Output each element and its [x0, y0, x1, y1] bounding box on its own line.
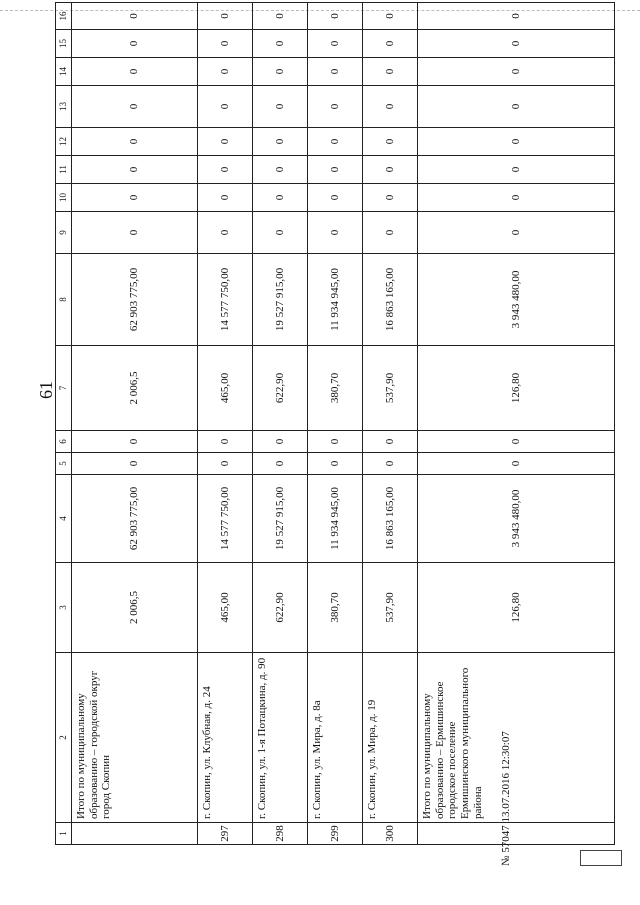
value-cell: 0 — [363, 3, 418, 30]
value-cell: 0 — [197, 156, 252, 184]
table-row — [308, 3, 363, 845]
value-cell: 14 577 750,00 — [197, 254, 252, 346]
value-cell: 0 — [363, 30, 418, 58]
value-cell: 0 — [252, 431, 307, 453]
value-cell: 16 863 165,00 — [363, 254, 418, 346]
value-cell: 0 — [363, 431, 418, 453]
value-cell: 62 903 775,00 — [72, 475, 198, 563]
value-cell: 0 — [252, 184, 307, 212]
address-cell: Итого по муниципальному образованию – городской округ город Скопин — [72, 653, 198, 823]
table-row — [418, 3, 615, 845]
value-cell: 0 — [72, 156, 198, 184]
value-cell: 0 — [418, 212, 615, 254]
value-cell: 0 — [418, 156, 615, 184]
data-table — [55, 2, 615, 845]
table-body — [56, 3, 615, 845]
value-cell: 0 — [308, 58, 363, 86]
column-header: 10 — [56, 184, 72, 212]
table-row — [72, 3, 198, 845]
value-cell: 0 — [308, 184, 363, 212]
address-cell: г. Скопин, ул. Мира, д. 19 — [363, 653, 418, 823]
value-cell: 622,90 — [252, 346, 307, 431]
column-header: 9 — [56, 212, 72, 254]
stamp-icon — [580, 850, 622, 866]
value-cell: 0 — [418, 128, 615, 156]
value-cell: 0 — [72, 128, 198, 156]
column-header: 1 — [56, 823, 72, 845]
value-cell: 537,90 — [363, 563, 418, 653]
rotated-table-container — [55, 11, 615, 845]
value-cell: 0 — [418, 184, 615, 212]
value-cell: 0 — [363, 453, 418, 475]
value-cell: 622,90 — [252, 563, 307, 653]
value-cell: 0 — [72, 3, 198, 30]
value-cell: 380,70 — [308, 563, 363, 653]
address-cell: г. Скопин, ул. Клубная, д. 24 — [197, 653, 252, 823]
value-cell: 19 527 915,00 — [252, 475, 307, 563]
value-cell: 0 — [308, 453, 363, 475]
column-header: 8 — [56, 254, 72, 346]
value-cell: 0 — [418, 431, 615, 453]
address-cell: г. Скопин, ул. Мира, д. 8а — [308, 653, 363, 823]
value-cell: 0 — [252, 212, 307, 254]
value-cell: 0 — [72, 431, 198, 453]
column-header: 13 — [56, 86, 72, 128]
value-cell: 0 — [363, 128, 418, 156]
value-cell: 0 — [252, 58, 307, 86]
value-cell: 14 577 750,00 — [197, 475, 252, 563]
value-cell: 0 — [363, 212, 418, 254]
footer-text: № 57047 13.07.2016 12:30:07 — [500, 731, 512, 866]
value-cell: 0 — [252, 128, 307, 156]
value-cell: 380,70 — [308, 346, 363, 431]
value-cell: 0 — [197, 128, 252, 156]
column-header: 4 — [56, 475, 72, 563]
value-cell: 0 — [418, 58, 615, 86]
value-cell: 0 — [197, 212, 252, 254]
table-row — [197, 3, 252, 845]
page-number: 61 — [36, 381, 56, 399]
value-cell: 0 — [363, 156, 418, 184]
value-cell: 62 903 775,00 — [72, 254, 198, 346]
value-cell: 3 943 480,00 — [418, 475, 615, 563]
column-header: 7 — [56, 346, 72, 431]
value-cell: 0 — [308, 128, 363, 156]
value-cell: 0 — [252, 86, 307, 128]
value-cell: 0 — [197, 431, 252, 453]
value-cell: 3 943 480,00 — [418, 254, 615, 346]
row-number-cell — [72, 823, 198, 845]
header-row — [56, 3, 72, 845]
value-cell: 11 934 945,00 — [308, 475, 363, 563]
value-cell: 0 — [72, 58, 198, 86]
value-cell: 0 — [252, 453, 307, 475]
value-cell: 0 — [418, 30, 615, 58]
value-cell: 126,80 — [418, 346, 615, 431]
column-header: 16 — [56, 3, 72, 30]
value-cell: 0 — [308, 3, 363, 30]
value-cell: 0 — [252, 3, 307, 30]
value-cell: 0 — [308, 86, 363, 128]
value-cell: 126,80 — [418, 563, 615, 653]
value-cell: 537,90 — [363, 346, 418, 431]
value-cell: 16 863 165,00 — [363, 475, 418, 563]
value-cell: 465,00 — [197, 346, 252, 431]
column-header: 3 — [56, 563, 72, 653]
value-cell: 0 — [418, 453, 615, 475]
column-header: 11 — [56, 156, 72, 184]
row-number-cell: 299 — [308, 823, 363, 845]
column-header: 2 — [56, 653, 72, 823]
value-cell: 0 — [72, 212, 198, 254]
value-cell: 0 — [72, 86, 198, 128]
value-cell: 0 — [197, 3, 252, 30]
value-cell: 0 — [197, 30, 252, 58]
value-cell: 0 — [72, 453, 198, 475]
value-cell: 0 — [197, 184, 252, 212]
value-cell: 0 — [308, 156, 363, 184]
column-header: 12 — [56, 128, 72, 156]
value-cell: 0 — [252, 30, 307, 58]
value-cell: 0 — [308, 431, 363, 453]
column-header: 6 — [56, 431, 72, 453]
address-cell: г. Скопин, ул. 1-я Потацкина, д. 90 — [252, 653, 307, 823]
value-cell: 2 006,5 — [72, 563, 198, 653]
column-header: 14 — [56, 58, 72, 86]
value-cell: 0 — [72, 184, 198, 212]
value-cell: 0 — [197, 453, 252, 475]
value-cell: 0 — [308, 212, 363, 254]
address-cell: Итого по муниципальному образованию – Ермишинское городское поселение Ермишинского муниципального района — [418, 653, 615, 823]
value-cell: 0 — [418, 86, 615, 128]
value-cell: 465,00 — [197, 563, 252, 653]
value-cell: 0 — [197, 86, 252, 128]
column-header: 5 — [56, 453, 72, 475]
value-cell: 0 — [418, 3, 615, 30]
value-cell: 0 — [72, 30, 198, 58]
value-cell: 2 006,5 — [72, 346, 198, 431]
value-cell: 19 527 915,00 — [252, 254, 307, 346]
row-number-cell: 297 — [197, 823, 252, 845]
table-row — [363, 3, 418, 845]
value-cell: 0 — [363, 184, 418, 212]
row-number-cell: 298 — [252, 823, 307, 845]
column-header: 15 — [56, 30, 72, 58]
row-number-cell — [418, 823, 615, 845]
value-cell: 0 — [363, 86, 418, 128]
value-cell: 0 — [252, 156, 307, 184]
value-cell: 0 — [308, 30, 363, 58]
value-cell: 0 — [363, 58, 418, 86]
table-row — [252, 3, 307, 845]
value-cell: 0 — [197, 58, 252, 86]
row-number-cell: 300 — [363, 823, 418, 845]
value-cell: 11 934 945,00 — [308, 254, 363, 346]
